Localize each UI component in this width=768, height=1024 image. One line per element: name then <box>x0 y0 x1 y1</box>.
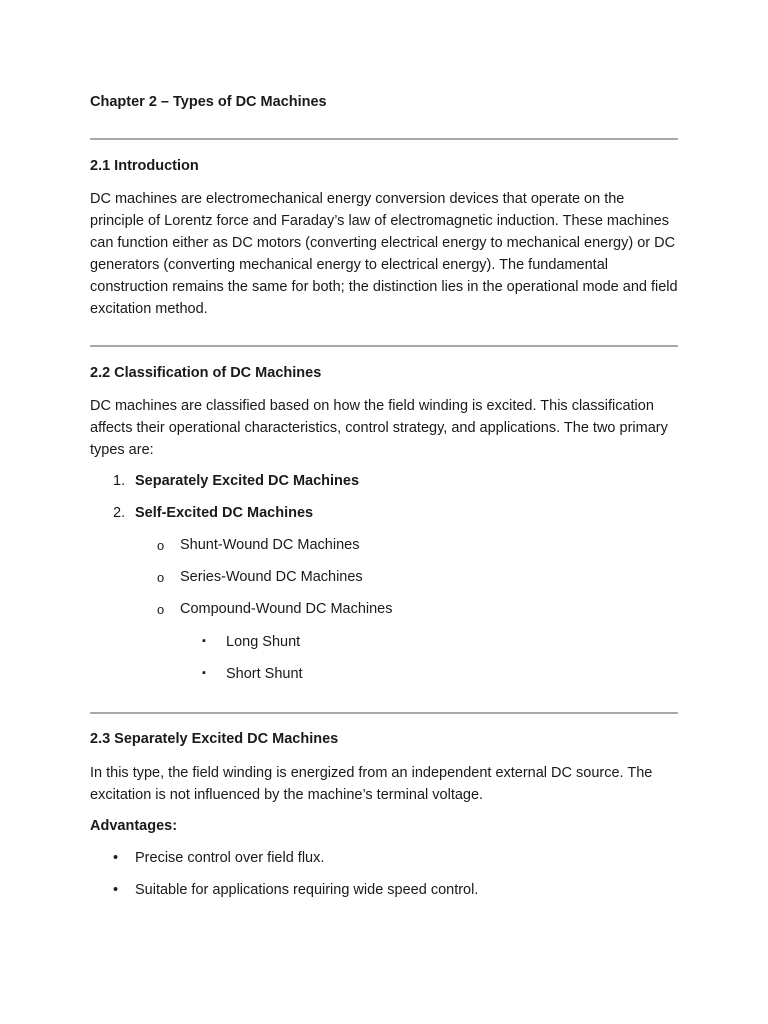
bullet-icon: • <box>113 850 119 866</box>
list-item-text: Shunt-Wound DC Machines <box>180 537 360 553</box>
list-number: 2. <box>113 505 126 521</box>
hollow-bullet-icon: o <box>157 570 165 585</box>
list-item-text: Compound-Wound DC Machines <box>180 601 393 617</box>
list-item-text: Separately Excited DC Machines <box>135 473 360 489</box>
section-divider <box>90 138 678 140</box>
hollow-bullet-icon: o <box>157 602 165 617</box>
section-heading-classification: 2.2 Classification of DC Machines <box>90 365 322 381</box>
advantages-label: Advantages: <box>90 818 178 834</box>
section-divider <box>90 345 678 347</box>
section-divider <box>90 712 678 714</box>
list-item-text: Self-Excited DC Machines <box>135 505 314 521</box>
list-item-text: Suitable for applications requiring wide speed control. <box>135 882 479 898</box>
bullet-icon: • <box>113 882 119 898</box>
introduction-paragraph: DC machines are electromechanical energy conversion devices that operate on the principle of Lorentz force and Faraday’s law of electromagnetic induction. These machines can function either as DC motors (converting electrical energy to mechanical energy) or DC generators (converting mechanical energy to electrical energy). The fundamental construction remains the same for both; the distinction lies in the operational mode and field excitation method. <box>90 191 678 317</box>
list-item-text: Short Shunt <box>226 666 303 682</box>
square-bullet-icon: ▪ <box>202 635 206 647</box>
list-number: 1. <box>113 473 126 489</box>
chapter-title: Chapter 2 – Types of DC Machines <box>90 94 327 110</box>
classification-paragraph: DC machines are classified based on how the field winding is excited. This classification affects their operational characteristics, control strategy, and applications. The two primary types are: <box>90 398 668 458</box>
list-item-text: Series-Wound DC Machines <box>180 569 363 585</box>
separately-excited-paragraph: In this type, the field winding is energized from an independent external DC source. The excitation is not influenced by the machine’s terminal voltage. <box>90 765 653 803</box>
section-heading-introduction: 2.1 Introduction <box>90 158 199 174</box>
list-item-text: Precise control over field flux. <box>135 850 325 866</box>
square-bullet-icon: ▪ <box>202 667 206 679</box>
hollow-bullet-icon: o <box>157 538 165 553</box>
section-heading-separately-excited: 2.3 Separately Excited DC Machines <box>90 731 339 747</box>
list-item-text: Long Shunt <box>226 634 301 650</box>
